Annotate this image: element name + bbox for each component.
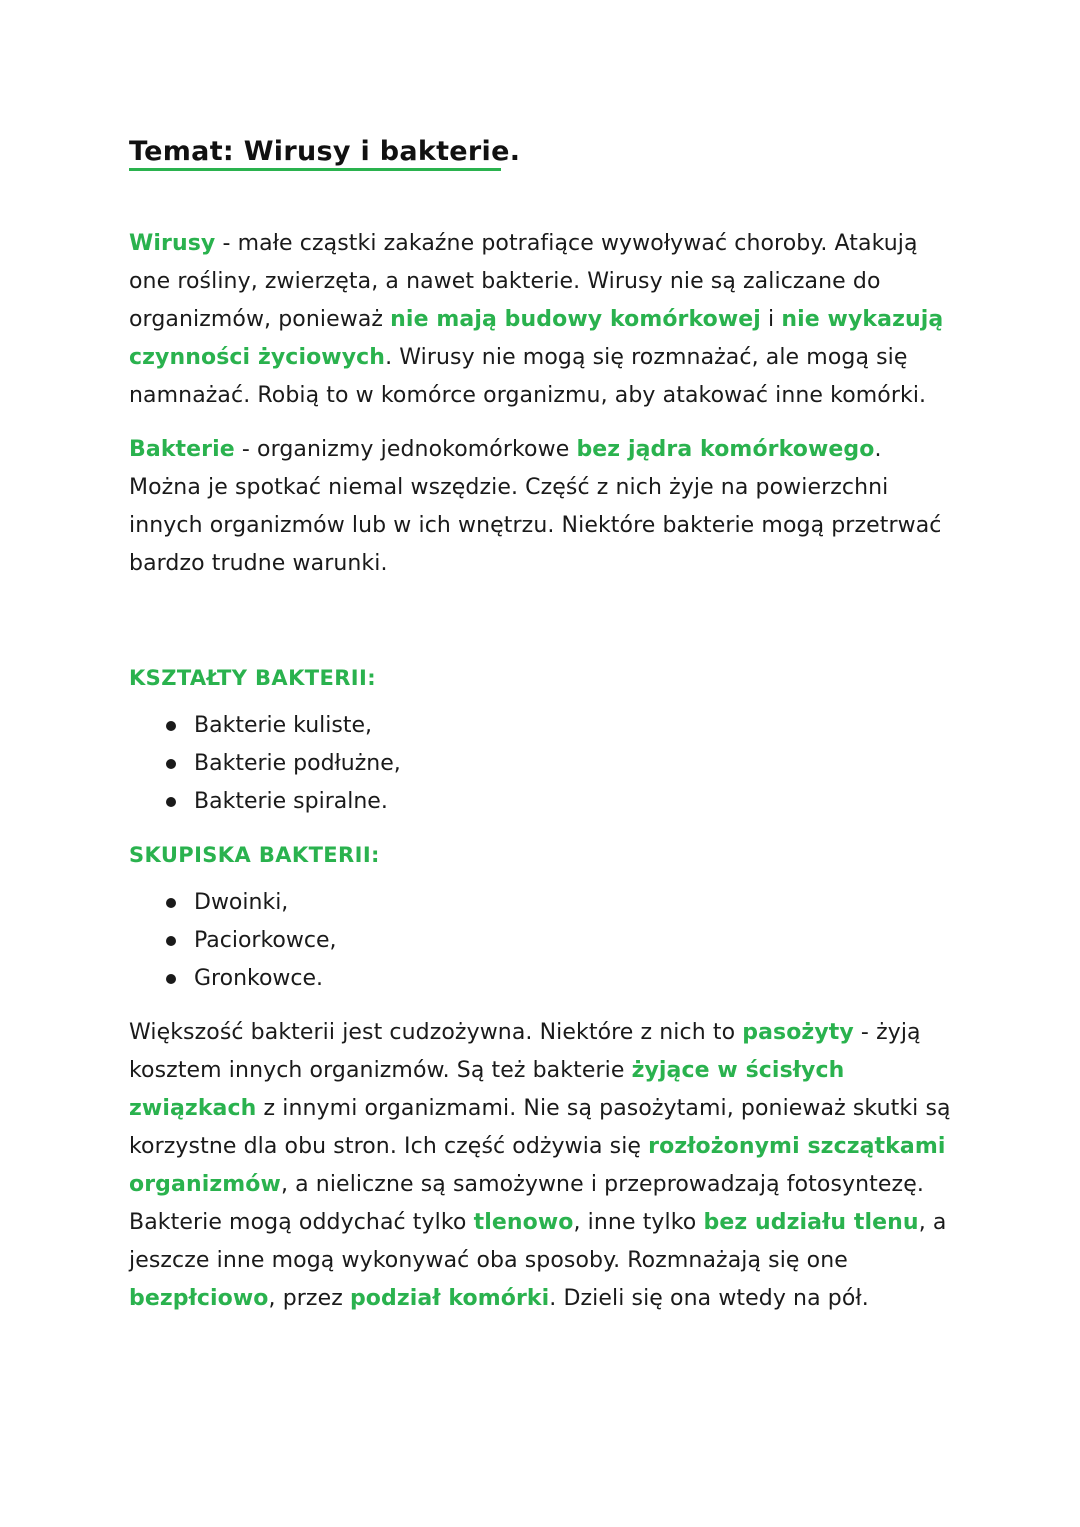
nutrition-highlight-3: rozłożonymi szczątkami organizmów <box>129 1134 946 1197</box>
document-page <box>129 132 959 1318</box>
list-item-text: Bakterie kuliste, <box>194 713 373 738</box>
list-item-text: Paciorkowce, <box>194 928 337 953</box>
nutrition-text-5: , inne tylko <box>573 1210 704 1235</box>
nutrition-highlight-5: bez udziału tlenu <box>703 1210 919 1235</box>
bullet-icon <box>166 936 176 946</box>
nutrition-text-2: - żyją kosztem innych organizmów. Są też bakterie <box>129 1020 921 1083</box>
nutrition-text-3: z innymi organizmami. Nie są pasożytami, ponieważ skutki są korzystne dla obu stron. Ich część odżywia się <box>129 1096 951 1159</box>
bullet-icon <box>166 797 176 807</box>
list-item <box>166 745 959 783</box>
list-item-text: Bakterie podłużne, <box>194 751 401 776</box>
bullet-icon <box>166 759 176 769</box>
viruses-text-3: . Wirusy nie mogą się rozmnażać, ale mogą się namnażać. Robią to w komórce organizmu, aby atakować inne komórki. <box>129 345 927 408</box>
nutrition-highlight-6: bezpłciowo <box>129 1286 269 1311</box>
list-item <box>166 884 959 922</box>
bullet-icon <box>166 721 176 731</box>
page-title: Temat: Wirusy i bakterie. <box>129 136 521 167</box>
nutrition-highlight-2: żyjące w ścisłych związkach <box>129 1058 845 1121</box>
viruses-term: Wirusy <box>129 231 216 256</box>
viruses-text-2: i <box>760 307 782 332</box>
nutrition-text-4: , a nieliczne są samożywne i przeprowadzają fotosyntezę. Bakterie mogą oddychać tylko <box>129 1172 924 1235</box>
list-item <box>166 960 959 998</box>
bacteria-nutrition-paragraph <box>129 1014 959 1318</box>
list-item-text: Gronkowce. <box>194 966 324 991</box>
nutrition-text-6: , a jeszcze inne mogą wykonywać oba sposoby. Rozmnażają się one <box>129 1210 947 1273</box>
nutrition-highlight-4: tlenowo <box>473 1210 574 1235</box>
bacteria-highlight-1: bez jądra komórkowego <box>576 437 875 462</box>
bacteria-term: Bakterie <box>129 437 235 462</box>
nutrition-highlight-1: pasożyty <box>742 1020 854 1045</box>
clusters-list <box>129 884 959 998</box>
viruses-text-1: - małe cząstki zakaźne potrafiące wywoływać choroby. Atakują one rośliny, zwierzęta, a nawet bakterie. Wirusy nie są zaliczane do organizmów, ponieważ <box>129 231 918 332</box>
viruses-highlight-1: nie mają budowy komórkowej <box>390 307 761 332</box>
bacteria-paragraph <box>129 431 959 583</box>
nutrition-text-1: Większość bakterii jest cudzożywna. Niektóre z nich to <box>129 1020 743 1045</box>
list-item-text: Bakterie spiralne. <box>194 789 388 814</box>
bacteria-text-2: . Można je spotkać niemal wszędzie. Część z nich żyje na powierzchni innych organizmów lub w ich wnętrzu. Niektóre bakterie mogą przetrwać bardzo trudne warunki. <box>129 437 942 576</box>
viruses-paragraph <box>129 225 959 415</box>
viruses-highlight-2: nie wykazują czynności życiowych <box>129 307 944 370</box>
bullet-icon <box>166 898 176 908</box>
bacteria-text-1: - organizmy jednokomórkowe <box>234 437 577 462</box>
list-item <box>166 707 959 745</box>
clusters-heading: SKUPISKA BAKTERII: <box>129 843 380 867</box>
shapes-heading: KSZTAŁTY BAKTERII: <box>129 666 377 690</box>
list-item <box>166 922 959 960</box>
nutrition-highlight-7: podział komórki <box>349 1286 550 1311</box>
list-item-text: Dwoinki, <box>194 890 289 915</box>
bullet-icon <box>166 974 176 984</box>
list-item <box>166 783 959 821</box>
nutrition-text-7: , przez <box>268 1286 350 1311</box>
nutrition-text-8: . Dzieli się ona wtedy na pół. <box>549 1286 869 1311</box>
shapes-list <box>129 707 959 821</box>
